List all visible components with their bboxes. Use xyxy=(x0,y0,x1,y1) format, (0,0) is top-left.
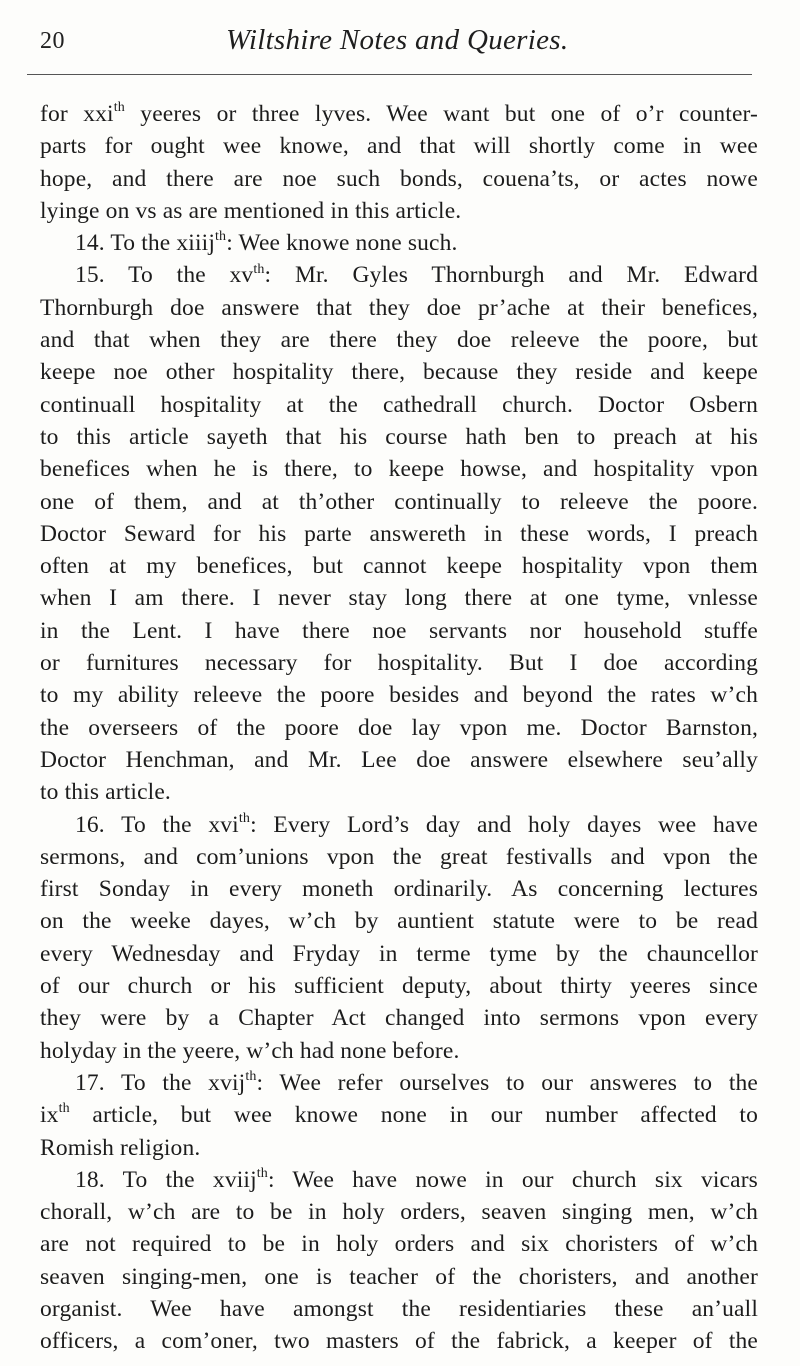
text-segment: chorall, w’ch are to be in holy orders, seaven singing men, w’ch xyxy=(40,1199,758,1226)
text-segment: the overseers of the poore doe lay vpon me. Doctor Barnston, xyxy=(40,714,758,741)
ordinal-superscript: th xyxy=(253,261,265,277)
text-segment: first Sonday in every moneth ordinarily. As concerning lectures xyxy=(40,876,758,903)
text-segment: : Wee knowe none such. xyxy=(226,230,458,257)
text-segment: : Wee refer ourselves to our answeres to the xyxy=(256,1069,758,1096)
text-line xyxy=(40,98,758,130)
text-line xyxy=(40,292,758,324)
header-rule xyxy=(27,74,752,75)
text-line xyxy=(40,1228,758,1260)
text-line xyxy=(40,712,758,744)
text-line xyxy=(40,1196,758,1228)
text-line xyxy=(40,582,758,614)
text-segment: article, but wee knowe none in our number affected to xyxy=(69,1102,758,1129)
text-segment: 18. To the xviij xyxy=(75,1166,257,1193)
text-line xyxy=(40,679,758,711)
text-line xyxy=(40,389,758,421)
text-segment: lyinge on vs as are mentioned in this article. xyxy=(40,197,462,224)
text-segment: : Mr. Gyles Thornburgh and Mr. Edward xyxy=(264,262,758,289)
text-segment: officers, a com’oner, two masters of the fabrick, a keeper of the xyxy=(40,1328,758,1355)
text-line xyxy=(40,259,758,291)
text-segment: Doctor Seward for his parte answereth in these words, I preach xyxy=(40,520,758,547)
text-line xyxy=(40,841,758,873)
text-segment: often at my benefices, but cannot keepe hospitality vpon them xyxy=(40,553,758,580)
text-line xyxy=(40,647,758,679)
text-segment: they were by a Chapter Act changed into sermons vpon every xyxy=(40,1005,758,1032)
text-segment: and that when they are there they doe releeve the poore, but xyxy=(40,327,758,354)
text-line xyxy=(40,550,758,582)
text-line xyxy=(40,421,758,453)
text-segment: : Wee have nowe in our church six vicars xyxy=(267,1166,758,1193)
ordinal-superscript: th xyxy=(256,1165,268,1181)
text-segment: organist. Wee have amongst the residentiaries these an’uall xyxy=(40,1295,758,1322)
text-line xyxy=(40,453,758,485)
text-line xyxy=(40,970,758,1002)
text-line xyxy=(40,809,758,841)
text-segment: to this article. xyxy=(40,779,171,806)
text-segment: : Every Lord’s day and holy dayes wee have xyxy=(250,811,758,838)
text-segment: parts for ought wee knowe, and that will shortly come in wee xyxy=(40,133,758,160)
text-line xyxy=(40,744,758,776)
running-title: Wiltshire Notes and Queries. xyxy=(226,24,569,56)
text-line xyxy=(40,1293,758,1325)
body-text xyxy=(40,98,758,1358)
ordinal-superscript: th xyxy=(245,1069,257,1085)
text-segment: keepe noe other hospitality there, because they reside and keepe xyxy=(40,359,758,386)
text-segment: sermons, and com’unions vpon the great festivalls and vpon the xyxy=(40,843,758,870)
text-line xyxy=(40,324,758,356)
ordinal-superscript: th xyxy=(58,1101,70,1117)
text-segment: Thornburgh doe answere that they doe pr’ache at their benefices, xyxy=(40,294,758,321)
ordinal-superscript: th xyxy=(113,100,125,116)
text-line xyxy=(40,615,758,647)
text-segment: benefices when he is there, to keepe howse, and hospitality vpon xyxy=(40,456,758,483)
text-segment: Romish religion. xyxy=(40,1134,201,1161)
text-segment: ix xyxy=(40,1102,59,1129)
text-line xyxy=(40,518,758,550)
running-head xyxy=(40,24,752,60)
ordinal-superscript: th xyxy=(238,810,251,826)
text-line xyxy=(40,356,758,388)
text-line xyxy=(40,1099,758,1131)
text-segment: 17. To the xvij xyxy=(75,1069,246,1096)
text-segment: are not required to be in holy orders and six choristers of w’ch xyxy=(40,1231,758,1258)
text-segment: to my ability releeve the poore besides and beyond the rates w’ch xyxy=(40,682,758,709)
text-line xyxy=(40,873,758,905)
text-line xyxy=(40,1067,758,1099)
text-segment: 16. To the xvi xyxy=(75,811,239,838)
text-line xyxy=(40,486,758,518)
text-line xyxy=(40,1325,758,1357)
text-segment: continuall hospitality at the cathedrall church. Doctor Osbern xyxy=(40,391,758,418)
text-segment: seaven singing-men, one is teacher of the choristers, and another xyxy=(40,1263,758,1290)
text-segment: to this article sayeth that his course hath ben to preach at his xyxy=(40,423,758,450)
text-segment: on the weeke dayes, w’ch by auntient statute were to be read xyxy=(40,908,758,935)
text-line xyxy=(40,1132,758,1164)
text-segment: when I am there. I never stay long there at one tyme, vnlesse xyxy=(40,585,758,612)
text-segment: 15. To the xv xyxy=(75,262,254,289)
text-segment: of our church or his sufficient deputy, about thirty yeeres since xyxy=(40,973,758,1000)
text-line xyxy=(40,1002,758,1034)
text-line xyxy=(40,1035,758,1067)
text-segment: 14. To the xiiij xyxy=(75,230,216,257)
text-segment: in the Lent. I have there noe servants nor household stuffe xyxy=(40,617,758,644)
text-segment: one of them, and at th’other continually to releeve the poore. xyxy=(40,488,758,515)
text-line xyxy=(40,905,758,937)
text-segment: hope, and there are noe such bonds, couena’ts, or actes nowe xyxy=(40,165,758,192)
text-line xyxy=(40,1164,758,1196)
page-number: 20 xyxy=(40,28,65,54)
text-line xyxy=(40,195,758,227)
text-segment: yeeres or three lyves. Wee want but one of o’r counter- xyxy=(124,101,759,127)
ordinal-superscript: th xyxy=(215,229,227,245)
text-line xyxy=(40,938,758,970)
text-segment: every Wednesday and Fryday in terme tyme by the chauncellor xyxy=(40,940,758,967)
text-segment: holyday in the yeere, w’ch had none before. xyxy=(40,1037,460,1064)
text-line xyxy=(40,776,758,808)
text-line xyxy=(40,227,758,259)
text-line xyxy=(40,163,758,195)
text-segment: Doctor Henchman, and Mr. Lee doe answere elsewhere seu’ally xyxy=(40,746,758,773)
text-line xyxy=(40,130,758,162)
text-segment: or furnitures necessary for hospitality. But I doe according xyxy=(40,650,758,677)
text-line xyxy=(40,1261,758,1293)
text-segment: for xxi xyxy=(40,101,114,127)
